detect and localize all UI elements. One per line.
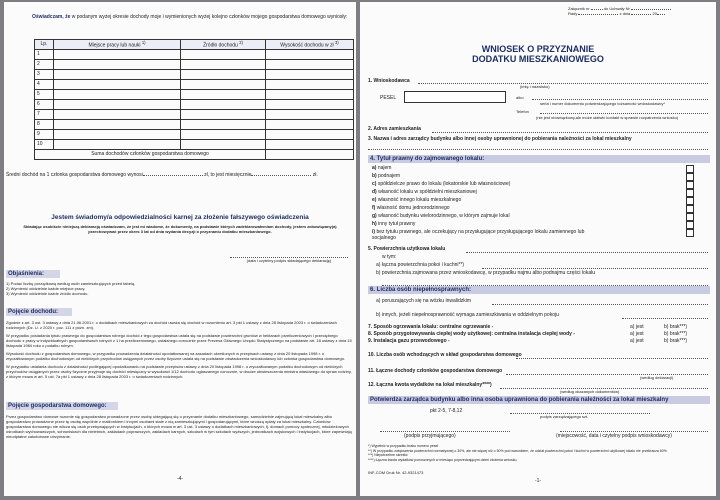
intro-rest: w podanym wyżej okresie dochody moje i wymienionych wyżej kolejno członków mojego gospodarstwa domowego wyniosły: [71,14,348,20]
hot-water-no[interactable]: b) brak***) [664,331,688,337]
table-row[interactable]: 2 [35,59,354,69]
income-paragraph: Wysokość dochodu z gospodarstwa domowego, w przypadku prowadzenia działalności opodatkowanej na zasadach określonych w przepisach ustawy z dnia 20 listopada 1998 r. o zryczałtowanym podatku dochodowym od niektórych przychodów osiąganych przez osoby fizyczne ustala się na podstawie oświadczenia wnioskodawcy lub członka gospodarstwa domowego. [6,351,346,361]
explanations-title: Objaśnienia: [6,270,60,278]
checkbox-house[interactable] [686,205,694,213]
legal-title-option[interactable]: e) własność innego lokalu mieszkalnego [372,197,462,203]
footnotes [368,444,708,462]
sum-value-cell[interactable] [266,149,354,159]
left-page-number: -4- [176,476,184,482]
intro-bold: Oświadczam, że [32,14,71,20]
phone-caption: (nie jest obowiązkowy,ale może ułatwić kontakt w sprawie rozpatrzenia wniosku) [536,115,679,120]
or-label: albo [516,95,524,100]
table-row[interactable]: 7 [35,109,354,119]
manager-signature-caption: podpis zarządzającego szt. [540,414,589,419]
pesel-label: PESEL [380,95,397,101]
col-amount: Wysokość dochodu w zł $^{3)}$ [266,40,354,50]
income-paragraph: W przypadku posiadania tytułu prawnego do gospodarstwa rolnego dochód z tego gospodarstwa ustala się na podstawie powierzchni gruntów w hektarach przeliczeniowych i przeciętnego dochodu z pracy w indywidualnych gospodarstwach rolnych z 1 ha przeliczeniowego, ustalanego corocznie przez Prezesa Głównego Urzędu Statystycznego na podstawie art. 18 ustawy z dnia 15 listopada 1984 roku o podatku rolnym. [6,333,352,348]
right-page-number: -1- [534,478,542,484]
legal-title-band: 4. Tytuł prawny do zajmowanego lokalu: [368,155,710,163]
applicant-signature-line[interactable] [560,430,708,432]
footnote: **) W przypadku zwiększenia powierzchni normatywnej o 30%, ale nie więcej niż o 50% pod warunkiem, że udział powierzchni pokoi i kuchni w powierzchni użytkowej lokalu nie przekracza 60% [368,448,667,453]
confirmation-band: Potwierdza zarządca budynku albo inna osoba uprawniona do pobierania należności za lokal mieszkalny [368,396,710,404]
disabled-other-label: b) innych, jeżeli niepełnosprawność wymaga zamieszkiwania w oddzielnym pokoju [376,312,559,318]
legal-title-option[interactable]: c) spółdzielcze prawo do lokalu (lokatorskie lub własnościowe) [372,181,511,187]
manager-field-line1[interactable] [368,148,708,150]
expenses-caption: (według okazanych dokumentów) [560,389,620,394]
explanation-item: 3) Wymienić oddzielnie każde źródło dochodu. [6,291,89,296]
average-income-line: Średni dochód na 1 członka gospodarstwa domowego wynosi zł, to jest miesięcznie zł. [6,172,318,178]
income-definition-title: Pojęcie dochodu: [6,308,72,316]
manager-label: 3. Nazwa i adres zarządcy budynku albo innej osoby uprawnionej do pobierania należności za lokal mieszkalny [368,136,632,142]
heating-no[interactable]: b) brak***) [664,324,688,330]
legal-title-option[interactable]: g) własność budynku wielorodzinnego, w którym zajmuje lokal [372,213,510,219]
heating-label: 7. Sposób ogrzewania lokalu: centralne ogrzewanie - [368,324,494,330]
legal-title-option[interactable]: h) inny tytuł prawny [372,221,416,227]
legal-title-option[interactable]: d) własność lokalu w spółdzielni mieszkaniowej [372,189,477,195]
right-page [360,2,716,496]
id-document-field[interactable] [532,98,708,100]
legal-title-option[interactable]: i) bez tytułu prawnego, ale oczekujący na przysługujące przysługującego lokalu zamiennego lub socjalnego [372,229,585,241]
applicant-name-field[interactable] [418,82,708,84]
checkbox-building[interactable] [686,213,694,221]
total-income-label: 11. Łączne dochody członków gospodarstwa domowego [368,368,503,374]
checkbox-ownership-other[interactable] [686,197,694,205]
address-label: 2. Adres zamieszkania [368,126,421,132]
footnote: ****) Łączna kwota wydatków ponoszonych w miesiącu poprzedzającym dzień złożenia wniosku. [368,457,518,462]
applicant-name-caption: (imię i nazwisko) [520,84,550,89]
gas-yes[interactable]: a) jest [630,338,644,344]
applicant-label: 1. Wnioskodawca [368,78,410,84]
phone-field[interactable] [540,112,708,114]
address-field[interactable] [432,131,708,133]
hot-water-yes[interactable]: a) jest [630,331,644,337]
explanation-item: 2) Wymienić oddzielnie każde miejsce pracy. [6,286,86,291]
table-row[interactable]: 10 [35,139,354,149]
phone-label: Telefon [516,109,529,114]
household-definition-section [6,402,352,439]
gas-label: 9. Instalacja gazu przewodowego - [368,338,450,344]
gas-no[interactable]: b) brak***) [664,338,688,344]
household-count-field[interactable] [516,357,708,359]
declaration-title: Jestem świadomy/a odpowiedzialności karnej za złożenie fałszywego oświadczenia [51,214,309,221]
print-info: INF-COM Druk Nr. 42-9321473 [368,470,424,475]
left-page [4,2,356,496]
legal-title-options [372,165,708,241]
receiver-signature-caption: (podpis przyjmującego) [404,433,456,439]
id-document-caption: seria i numer dokumentu potwierdzającego tożsamość wnioskodawcy* [540,101,665,106]
legal-title-option[interactable]: f) własność domu jednorodzinnego [372,205,450,211]
explanations-section [6,270,306,296]
household-definition-title: Pojęcie gospodarstwa domowego: [6,402,118,410]
checkbox-cooperative[interactable] [686,181,694,189]
table-row[interactable]: 1 [35,49,354,59]
table-row[interactable]: 6 [35,99,354,109]
total-income-field[interactable] [506,373,708,375]
area-rooms-label: a) łączna powierzchnia pokoi i kuchni**) [376,262,465,268]
col-source: Źródło dochodu $^{2)}$ [181,40,266,50]
checkbox-other-title[interactable] [686,221,694,229]
applicant-signature-caption: (miejscowość, data i czytelny podpis wnioskodawcy) [556,433,672,439]
confirmation-points: pkt 2-5, 7-8,12 [430,408,463,414]
area-label: 5. Powierzchnia użytkowa lokalu [368,246,446,252]
income-paragraph: Zgodnie z art. 3 ust. 3 ustawy z dnia 21.06.2001 r. o dodatkach mieszkaniowych za dochód uważa się dochód w rozumieniu art. 3 pkt 1 ustawy z dnia 28 listopada 2003 r. o świadczeniach rodzinnych (Dz. U. z 2020 r. poz. 111 z późn. zm). [6,320,337,330]
income-table [34,39,354,160]
table-row[interactable]: 8 [35,119,354,129]
table-row[interactable]: 3 [35,69,354,79]
declaration-signature-caption: (data i czytelny podpis składającego deklarację) [246,258,332,263]
income-table-header [35,40,354,50]
legal-title-option[interactable]: a) najem [372,165,392,171]
sum-label: Suma dochodów członków gospodarstwa domowego [35,149,266,159]
footnote: *) Wypełnić w przypadku braku numeru pesel [368,444,439,448]
disabled-wheelchair-label: a) poruszających się na wózku inwalidzkim [376,298,472,304]
table-row[interactable]: 9 [35,129,354,139]
area-including: w tym: [382,254,397,260]
footnote: ***) Niepotrzebne skreślić [368,453,408,457]
sum-row [35,149,354,159]
disabled-wheelchair-field[interactable] [492,303,708,305]
heating-yes[interactable]: a) jest [630,324,644,330]
attachment-header: Załącznik nr do Uchwały Nr Rady z dnia 20 [568,6,712,16]
income-definition-section [6,308,352,379]
form-title-line1: WNIOSEK O PRZYZNANIE [481,44,595,54]
area-applicant-label: b) powierzchnia zajmowana przez wnioskodawcę, w przypadku najmu albo podnajmu części lokalu [376,270,595,276]
checkbox-najem[interactable] [686,165,694,173]
intro-text [32,14,352,20]
household-count-label: 10. Liczba osób wchodzących w skład gospodarstwa domowego [368,352,522,358]
explanation-item: 1) Podać liczbę porządkową według osób zamieszkujących przed tabelą. [6,281,136,286]
col-lp: Lp. [35,40,54,50]
disabled-other-field[interactable] [622,317,708,319]
income-paragraph: W przypadku ustalania dochodu z działalności podlegającej opodatkowaniu na podstawie przepisów ustawy z dnia 20 listopada 1998 r. o zryczałtowanym podatku dochodowym od niektórych przychodów osiąganych przez osoby fizyczne przyjmuje się dochód miesięczny w wysokości 1/12 dochodu ogłaszanego corocznie, w drodze obwieszczenia ministra właściwego do spraw rodziny, z którym mowa w art. 5 ust. 7a pkt 1 ustawy z dnia 28 listopada 2003 r. o świadczeniach rodzinnych. [6,364,352,379]
col-workplace: Miejsce pracy lub nauki $^{1)}$ [54,40,181,50]
disabled-band: 6. Liczba osób niepełnosprawnych: [368,286,710,294]
area-rooms-field[interactable] [482,267,708,269]
expenses-label: 12. Łączna kwota wydatków na lokal mieszkalny****) [368,382,492,388]
table-row[interactable]: 4 [35,79,354,89]
total-income-caption: (według deklaracji) [640,375,674,380]
household-paragraph: Przez gospodarstwo domowe rozumie się gospodarstwo prowadzone przez osobę ubiegającą się o przyznanie dodatku mieszkaniowego, samodzielnie zajmującą lokal mieszkalny albo gospodarstwo prowadzone przez tę osobę wspólnie z małżonkiem i innymi osobami stale z nią zamieszkującymi i gospodarującymi, które wnoszą opłaty za lokal mieszkalny. Członków gospodarstwa domowego nie wlicza się osób przebywających w instytucjach, o których mowa w art. 3 ust. 3 ustawy o dodatkach mieszkaniowych, tj. domach pomocy społecznej, młodzieżowych ośrodkach wychowawczych, schroniskach dla nieletnich, zakładach poprawczych, zakładach karnych, szkołach w tym szkołach wyższych, jednostkach wojskowych i instytucjach, które zapewniają nieodpłatne całodobowe utrzymanie. [6,414,352,439]
pesel-input[interactable] [404,91,506,103]
checkbox-podnajem[interactable] [686,173,694,181]
hot-water-label: 8. Sposób przygotowywania ciepłej wody użytkowej: centralna instalacja ciepłej wody - [368,331,575,337]
declaration-text: Składając osobiście niniejszą deklarację oświadczam, że jest mi wiadome, że dokumenty, na podstawie których zadeklarowałem/am dochody, jestem zobowiązany(a) przechowywać przez okres 3 lat od dnia wydania decyzji o przyznaniu dodatku mieszkaniowego. [23,224,337,234]
checkbox-ownership-coop[interactable] [686,189,694,197]
form-title [360,44,716,64]
legal-title-option[interactable]: b) podnajem [372,173,401,179]
form-title-line2: DODATKU MIESZKANIOWEGO [472,54,604,64]
receiver-signature-line[interactable] [380,430,510,432]
checkbox-no-title[interactable] [686,229,694,237]
area-field[interactable] [466,251,708,253]
table-row[interactable]: 5 [35,89,354,99]
